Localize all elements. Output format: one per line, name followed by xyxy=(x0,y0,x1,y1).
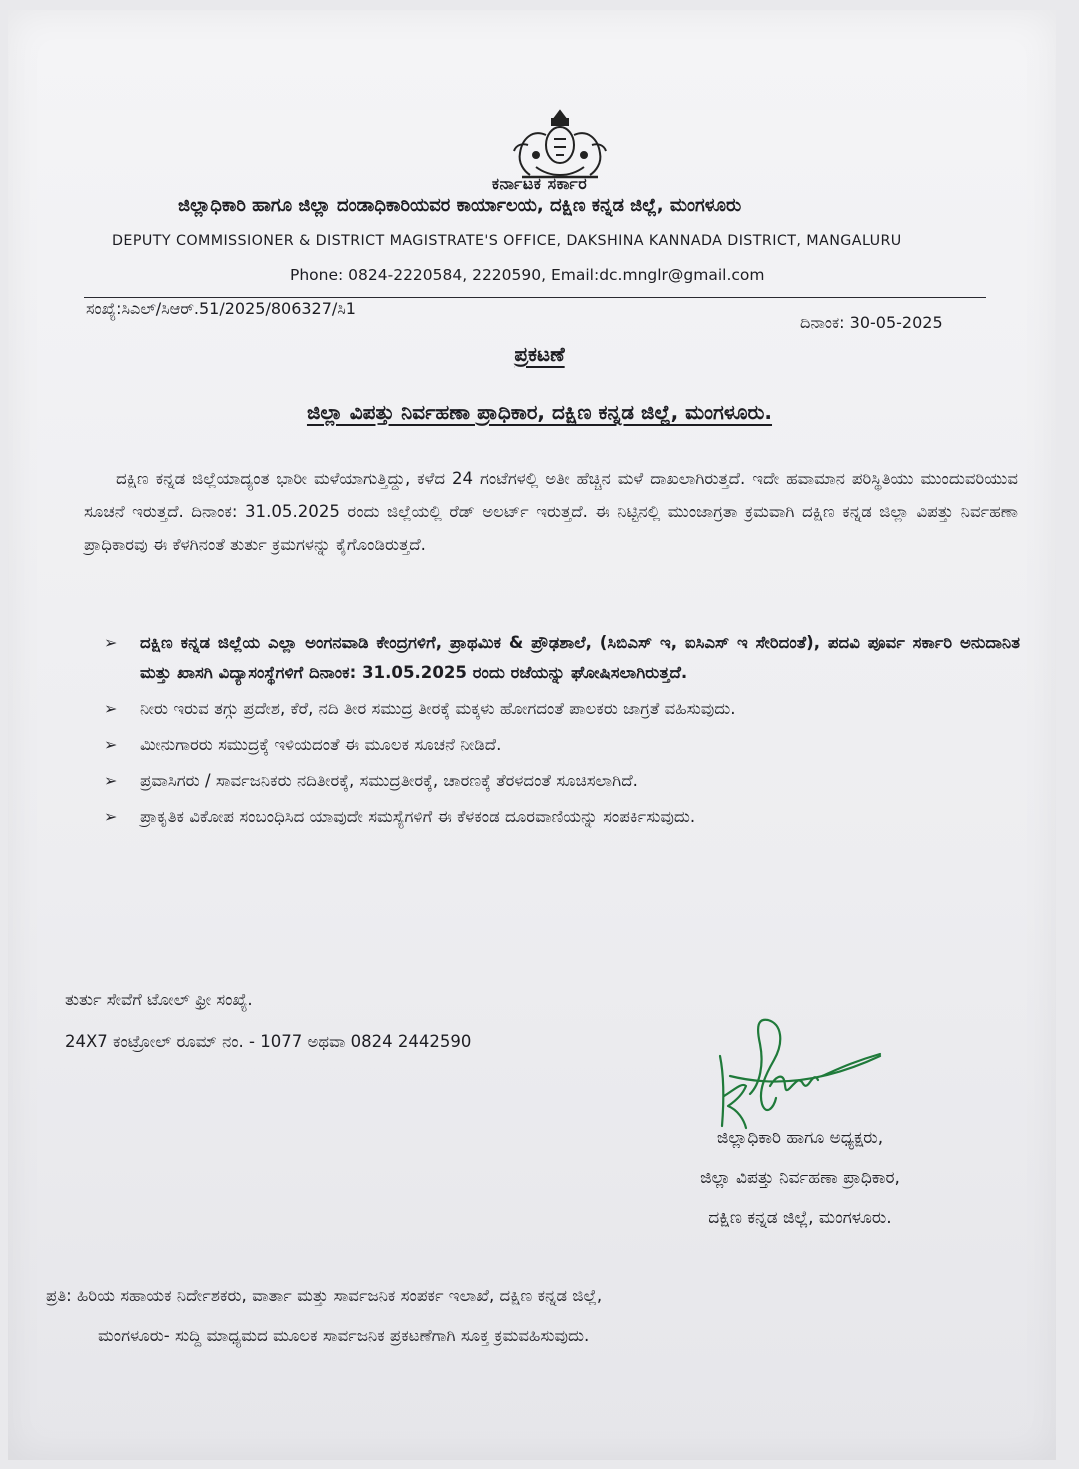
office-name-english: DEPUTY COMMISSIONER & DISTRICT MAGISTRATE'S OFFICE, DAKSHINA KANNADA DISTRICT, MANGALURU xyxy=(112,233,902,249)
signatory-line-2: ಜಿಲ್ಲಾ ವಿಪತ್ತು ನಿರ್ವಹಣಾ ಪ್ರಾಧಿಕಾರ, xyxy=(700,1168,900,1188)
copy-to-line-1: ಪ್ರತಿ: ಹಿರಿಯ ಸಹಾಯಕ ನಿರ್ದೇಶಕರು, ವಾರ್ತಾ ಮತ್ತು ಸಾರ್ವಜನಿಕ ಸಂಪರ್ಕ ಇಲಾಖೆ, ದಕ್ಷಿಣ ಕನ್ನಡ ಜಿಲ್ಲೆ, xyxy=(46,1286,603,1305)
list-item-text: ಪ್ರಾಕೃತಿಕ ವಿಕೋಪ ಸಂಬಂಧಿಸಿದ ಯಾವುದೇ ಸಮಸ್ಯೆಗಳಿಗೆ ಈ ಕೆಳಕಂಡ ದೂರವಾಣಿಯನ್ನು ಸಂಪರ್ಕಿಸುವುದು. xyxy=(140,807,696,826)
copy-to-line-2: ಮಂಗಳೂರು- ಸುದ್ದಿ ಮಾಧ್ಯಮದ ಮೂಲಕ ಸಾರ್ವಜನಿಕ ಪ್ರಕಟಣೆಗಾಗಿ ಸೂಕ್ತ ಕ್ರಮವಹಿಸುವುದು. xyxy=(98,1326,590,1345)
office-name-kannada: ಜಿಲ್ಲಾಧಿಕಾರಿ ಹಾಗೂ ಜಿಲ್ಲಾ ದಂಡಾಧಿಕಾರಿಯವರ ಕಾರ್ಯಾಲಯ, ದಕ್ಷಿಣ ಕನ್ನಡ ಜಿಲ್ಲೆ, ಮಂಗಳೂರು xyxy=(178,195,742,216)
toll-free-label: ತುರ್ತು ಸೇವೆಗೆ ಟೋಲ್ ಫ್ರೀ ಸಂಖ್ಯೆ. xyxy=(65,990,253,1009)
notice-title xyxy=(0,342,1079,366)
arrow-bullet-icon: ➢ xyxy=(104,771,118,790)
control-room-number: 24X7 ಕಂಟ್ರೋಲ್ ರೂಮ್ ನಂ. - 1077 ಅಥವಾ 0824 2442590 xyxy=(65,1032,472,1051)
list-item xyxy=(104,694,1020,724)
notice-title-text: ಪ್ರಕಟಣೆ xyxy=(514,342,565,366)
signatory-line-3: ದಕ್ಷಿಣ ಕನ್ನಡ ಜಿಲ್ಲೆ, ಮಂಗಳೂರು. xyxy=(708,1208,892,1228)
signatory-line-1: ಜಿಲ್ಲಾಧಿಕಾರಿ ಹಾಗೂ ಅಧ್ಯಕ್ಷರು, xyxy=(716,1128,884,1148)
reference-number: ಸಂಖ್ಯೆ:ಸಿಎಲ್/ಸಿಆರ್.51/2025/806327/ಸಿ1 xyxy=(86,299,356,318)
list-item xyxy=(104,802,1020,832)
office-contact: Phone: 0824-2220584, 2220590, Email:dc.mnglr@gmail.com xyxy=(290,266,765,284)
notice-subtitle xyxy=(0,400,1079,424)
header-divider xyxy=(84,297,986,298)
list-item xyxy=(104,628,1020,688)
body-paragraph: ದಕ್ಷಿಣ ಕನ್ನಡ ಜಿಲ್ಲೆಯಾದ್ಯಂತ ಭಾರೀ ಮಳೆಯಾಗುತ್ತಿದ್ದು, ಕಳೆದ 24 ಗಂಟೆಗಳಲ್ಲಿ ಅತೀ ಹೆಚ್ಚಿನ ಮಳೆ ದಾಖಲಾಗಿರುತ್ತದೆ. ಇದೇ ಹವಾಮಾನ ಪರಿಸ್ಥಿತಿಯು ಮುಂದುವರಿಯುವ ಸೂಚನೆ ಇರುತ್ತದೆ. ದಿನಾಂಕ: 31.05.2025 ರಂದು ಜಿಲ್ಲೆಯಲ್ಲಿ ರೆಡ್ ಅಲರ್ಟ್ ಇರುತ್ತದೆ. ಈ ನಿಟ್ಟಿನಲ್ಲಿ ಮುಂಜಾಗ್ರತಾ ಕ್ರಮವಾಗಿ ದಕ್ಷಿಣ ಕನ್ನಡ ಜಿಲ್ಲಾ ವಿಪತ್ತು ನಿರ್ವಹಣಾ ಪ್ರಾಧಿಕಾರವು ಈ ಕೆಳಗಿನಂತೆ ತುರ್ತು ಕ್ರಮಗಳನ್ನು ಕೈಗೊಂಡಿರುತ್ತದೆ. xyxy=(84,469,1018,554)
arrow-bullet-icon: ➢ xyxy=(104,699,118,718)
arrow-bullet-icon: ➢ xyxy=(104,735,118,754)
list-item-text: ಪ್ರವಾಸಿಗರು / ಸಾರ್ವಜನಿಕರು ನದಿತೀರಕ್ಕೆ, ಸಮುದ್ರತೀರಕ್ಕೆ, ಚಾರಣಕ್ಕೆ ತೆರಳದಂತೆ ಸೂಚಿಸಲಾಗಿದೆ. xyxy=(140,771,638,790)
arrow-bullet-icon: ➢ xyxy=(104,807,118,826)
list-item xyxy=(104,730,1020,760)
government-name: ಕರ್ನಾಟಕ ಸರ್ಕಾರ xyxy=(491,174,588,193)
list-item-text: ಮೀನುಗಾರರು ಸಮುದ್ರಕ್ಕೆ ಇಳಿಯದಂತೆ ಈ ಮೂಲಕ ಸೂಚನೆ ನೀಡಿದೆ. xyxy=(140,735,502,754)
document-date: ದಿನಾಂಕ: 30-05-2025 xyxy=(800,313,943,332)
list-item-text: ದಕ್ಷಿಣ ಕನ್ನಡ ಜಿಲ್ಲೆಯ ಎಲ್ಲಾ ಅಂಗನವಾಡಿ ಕೇಂದ್ರಗಳಿಗೆ, ಪ್ರಾಥಮಿಕ & ಪ್ರೌಢಶಾಲೆ, (ಸಿಬಿಎಸ್ ಇ, ಐಸಿಎಸ್ ಇ ಸೇರಿದಂತೆ), ಪದವಿ ಪೂರ್ವ ಸರ್ಕಾರಿ ಅನುದಾನಿತ ಮತ್ತು ಖಾಸಗಿ ವಿದ್ಯಾಸಂಸ್ಥೆಗಳಿಗೆ ದಿನಾಂಕ: 31.05.2025 ರಂದು ರಜೆಯನ್ನು ಘೋಷಿಸಲಾಗಿರುತ್ತದೆ. xyxy=(140,633,1020,682)
list-item-text: ನೀರು ಇರುವ ತಗ್ಗು ಪ್ರದೇಶ, ಕೆರೆ, ನದಿ ತೀರ ಸಮುದ್ರ ತೀರಕ್ಕೆ ಮಕ್ಕಳು ಹೋಗದಂತೆ ಪಾಲಕರು ಜಾಗ್ರತೆ ವಹಿಸುವುದು. xyxy=(140,699,736,718)
measures-list xyxy=(104,628,1020,838)
signatory-block xyxy=(640,1118,960,1238)
notice-subtitle-text: ಜಿಲ್ಲಾ ವಿಪತ್ತು ನಿರ್ವಹಣಾ ಪ್ರಾಧಿಕಾರ, ದಕ್ಷಿಣ ಕನ್ನಡ ಜಿಲ್ಲೆ, ಮಂಗಳೂರು. xyxy=(306,400,773,424)
arrow-bullet-icon: ➢ xyxy=(104,633,118,652)
list-item xyxy=(104,766,1020,796)
copy-to xyxy=(46,1276,946,1356)
